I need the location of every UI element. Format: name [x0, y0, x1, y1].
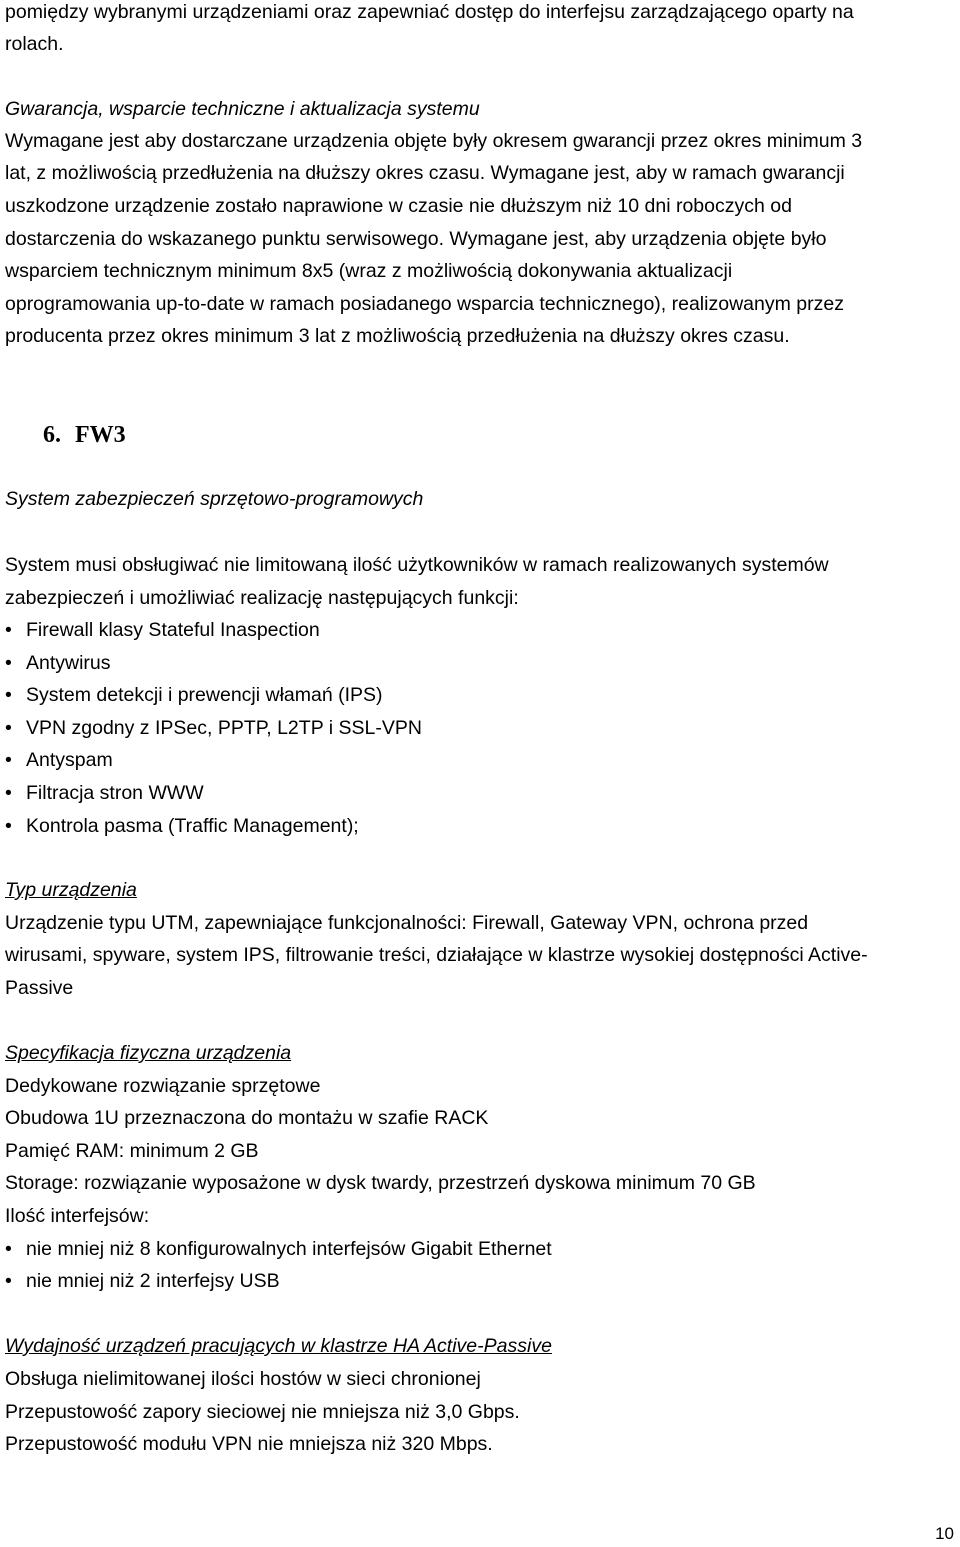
device-type-line: Urządzenie typu UTM, zapewniające funkcjonalności: Firewall, Gateway VPN, ochrona przed — [5, 912, 809, 934]
function-label: System detekcji i prewencji włamań (IPS) — [26, 684, 383, 706]
bullet-icon: • — [5, 684, 12, 706]
paragraph-line: pomiędzy wybranymi urządzeniami oraz zapewniać dostęp do interfejsu zarządzającego oparty na — [5, 1, 854, 23]
physical-spec-line: Obudowa 1U przeznaczona do montażu w szafie RACK — [5, 1107, 489, 1129]
physical-spec-title: Specyfikacja fizyczna urządzenia — [5, 1042, 292, 1064]
bullet-icon: • — [5, 815, 12, 837]
interface-label: nie mniej niż 2 interfejsy USB — [26, 1270, 280, 1292]
function-label: Antyspam — [26, 749, 113, 771]
warranty-line: uszkodzone urządzenie zostało naprawione w czasie nie dłuższym niż 10 dni roboczych od — [5, 195, 792, 217]
bullet-icon: • — [5, 749, 12, 771]
bullet-icon: • — [5, 717, 12, 739]
warranty-line: producenta przez okres minimum 3 lat z możliwością przedłużenia na dłuższy okres czasu. — [5, 325, 790, 347]
interface-label: nie mniej niż 8 konfigurowalnych interfejsów Gigabit Ethernet — [26, 1238, 552, 1260]
bullet-icon: • — [5, 1238, 12, 1260]
performance-line: Obsługa nielimitowanej ilości hostów w sieci chronionej — [5, 1368, 481, 1390]
performance-line: Przepustowość zapory sieciowej nie mniejsza niż 3,0 Gbps. — [5, 1401, 520, 1423]
device-type-line: wirusami, spyware, system IPS, filtrowanie treści, działające w klastrze wysokiej dostępności Active- — [5, 944, 868, 966]
warranty-line: Wymagane jest aby dostarczane urządzenia objęte były okresem gwarancji przez okres minimum 3 — [5, 130, 863, 152]
device-type-title: Typ urządzenia — [5, 879, 137, 901]
warranty-line: dostarczenia do wskazanego punktu serwisowego. Wymagane jest, aby urządzenia objęte było — [5, 228, 827, 250]
physical-spec-line: Ilość interfejsów: — [5, 1205, 150, 1227]
paragraph-line: rolach. — [5, 33, 64, 55]
security-intro-line: zabezpieczeń i umożliwiać realizację następujących funkcji: — [5, 587, 519, 609]
performance-title: Wydajność urządzeń pracujących w klastrze HA Active-Passive — [5, 1335, 552, 1357]
physical-spec-line: Storage: rozwiązanie wyposażone w dysk twardy, przestrzeń dyskowa minimum 70 GB — [5, 1172, 756, 1194]
bullet-icon: • — [5, 1270, 12, 1292]
security-subtitle: System zabezpieczeń sprzętowo-programowych — [5, 488, 424, 510]
security-intro-line: System musi obsługiwać nie limitowaną ilość użytkowników w ramach realizowanych systemów — [5, 554, 829, 576]
function-label: VPN zgodny z IPSec, PPTP, L2TP i SSL-VPN — [26, 717, 422, 739]
bullet-icon: • — [5, 782, 12, 804]
warranty-line-part: lat, z możliwością przedłużenia na dłuższy okres czasu. — [5, 162, 486, 184]
device-type-line: Passive — [5, 977, 74, 999]
section-title: FW3 — [75, 422, 126, 448]
function-label: Antywirus — [26, 652, 111, 674]
function-label: Firewall klasy Stateful Inaspection — [26, 619, 320, 641]
warranty-line: oprogramowania up-to-date w ramach posiadanego wsparcia technicznego), realizowanym przez — [5, 293, 844, 315]
performance-line: Przepustowość modułu VPN nie mniejsza niż 320 Mbps. — [5, 1433, 493, 1455]
bullet-icon: • — [5, 652, 12, 674]
warranty-title: Gwarancja, wsparcie techniczne i aktualizacja systemu — [5, 98, 480, 120]
bullet-icon: • — [5, 619, 12, 641]
section-heading — [43, 420, 126, 450]
section-number: 6. — [43, 422, 61, 448]
function-label: Filtracja stron WWW — [26, 782, 204, 804]
physical-spec-line: Pamięć RAM: minimum 2 GB — [5, 1140, 259, 1162]
warranty-line — [5, 161, 845, 185]
physical-spec-line: Dedykowane rozwiązanie sprzętowe — [5, 1075, 321, 1097]
function-label: Kontrola pasma (Traffic Management); — [26, 815, 359, 837]
warranty-line: wsparciem technicznym minimum 8x5 (wraz z możliwością dokonywania aktualizacji — [5, 260, 733, 282]
warranty-line-part: Wymagane jest, aby w ramach gwarancji — [485, 162, 845, 184]
page-number: 10 — [935, 1524, 954, 1543]
